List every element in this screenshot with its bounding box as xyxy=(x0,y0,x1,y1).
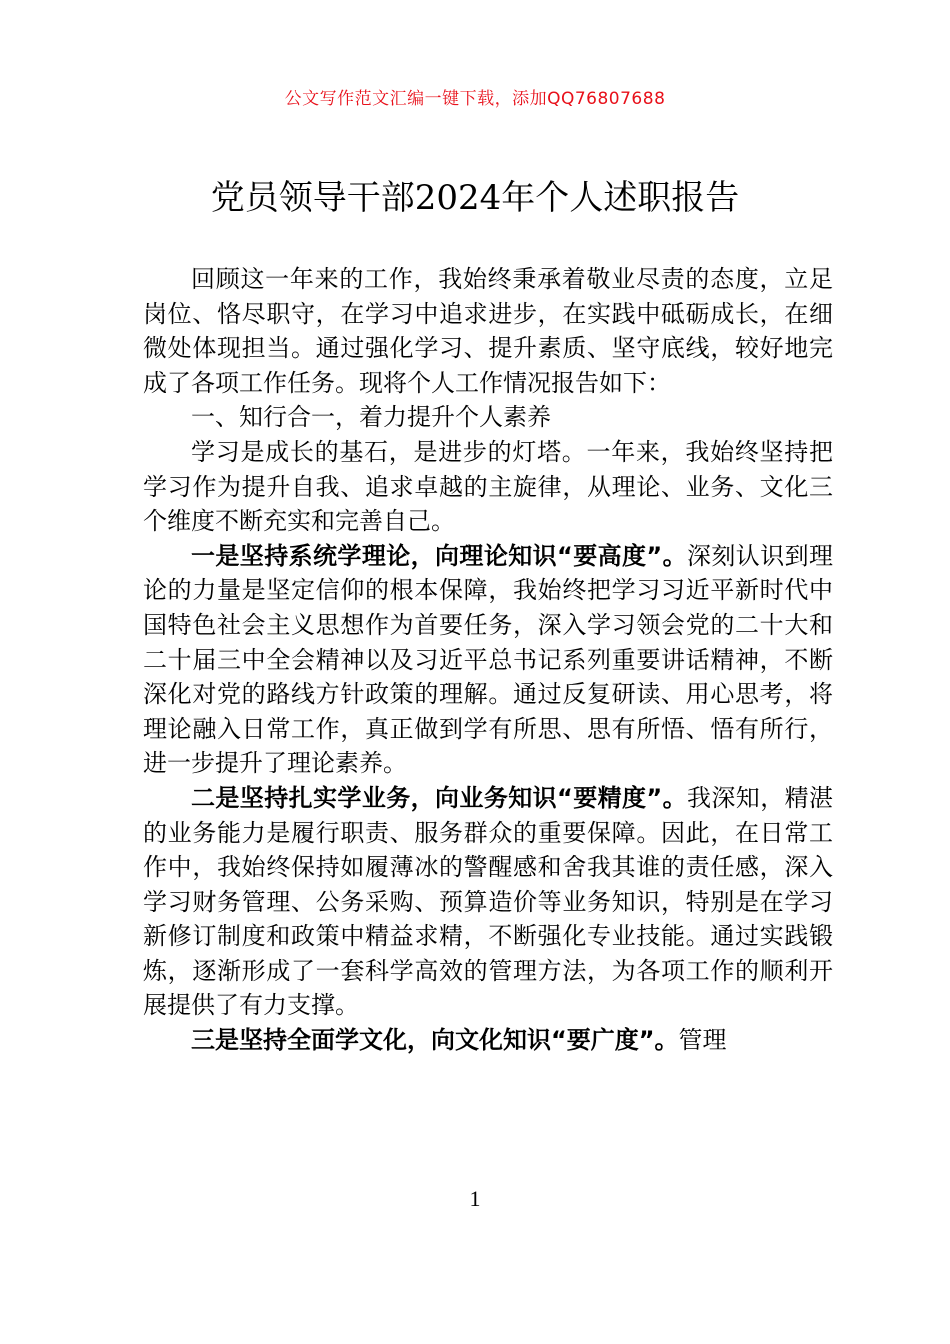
point-3-paragraph xyxy=(143,1023,833,1058)
page-number: 1 xyxy=(469,1186,481,1211)
document-title: 党员领导干部2024年个人述职报告 xyxy=(210,178,740,218)
point-2-text: 我深知，精湛的业务能力是履行职责、服务群众的重要保障。因此，在日常工作中，我始终保持如履薄冰的警醒感和舍我其谁的责任感，深入学习财务管理、公务采购、预算造价等业务知识，特别是在学习新修订制度和政策中精益求精，不断强化专业技能。通过实践锻炼，逐渐形成了一套科学高效的管理方法，为各项工作的顺利开展提供了有力支撑。 xyxy=(143,783,834,1020)
intro-paragraph: 回顾这一年来的工作，我始终秉承着敬业尽责的态度，立足岗位、恪尽职守，在学习中追求进步，在实践中砥砺成长，在细微处体现担当。通过强化学习、提升素质、坚守底线，较好地完成了各项工作任务。现将个人工作情况报告如下： xyxy=(143,265,833,397)
section-1-heading: 一、知行合一，着力提升个人素养 xyxy=(191,403,551,432)
point-3-lead: 三是坚持全面学文化，向文化知识“要广度”。 xyxy=(191,1026,679,1055)
watermark-banner: 公文写作范文汇编一键下载，添加QQ76807688 xyxy=(284,89,666,109)
point-1-paragraph xyxy=(143,539,833,781)
document-body xyxy=(143,262,833,1058)
point-3-text: 管理 xyxy=(678,1026,727,1055)
point-1-text: 深刻认识到理论的力量是坚定信仰的根本保障，我始终把学习习近平新时代中国特色社会主义思想作为首要任务，深入学习领会党的二十大和二十届三中全会精神以及习近平总书记系列重要讲话精神，不断深化对党的路线方针政策的理解。通过反复研读、用心思考，将理论融入日常工作，真正做到学有所思、思有所悟、悟有所行，进一步提升了理论素养。 xyxy=(143,541,834,778)
point-2-lead: 二是坚持扎实学业务，向业务知识“要精度”。 xyxy=(191,783,687,812)
point-2-paragraph xyxy=(143,781,833,1023)
point-1-lead: 一是坚持系统学理论，向理论知识“要高度”。 xyxy=(191,541,687,570)
section-1-intro-paragraph: 学习是成长的基石，是进步的灯塔。一年来，我始终坚持把学习作为提升自我、追求卓越的主旋律，从理论、业务、文化三个维度不断充实和完善自己。 xyxy=(143,437,833,536)
